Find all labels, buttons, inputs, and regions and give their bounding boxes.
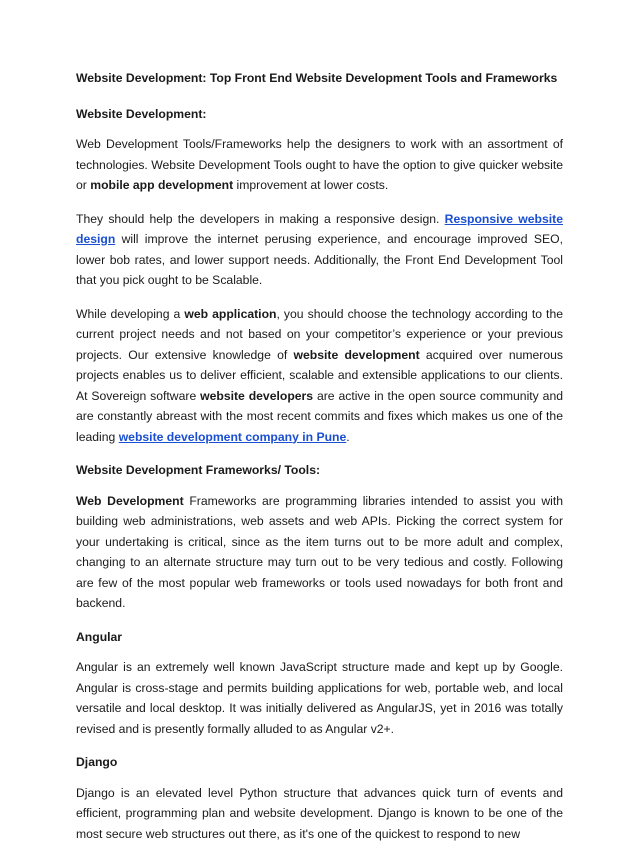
section-heading-angular: Angular <box>76 629 123 644</box>
paragraph-angular: Angular is an extremely well known JavaScript structure made and kept up by Google. Angular is cross-stage and permits building applications for web, portable web, and local versatile and local desktop. It was initially delivered as AngularJS, yet in 2016 was totally revised and is presently formally alluded to as Angular v2+. <box>76 660 563 736</box>
paragraph-text: Web Development Tools/Frameworks help the designers to work with an assortment of technologies. Website Development Tools ought to have the option to give quicker website or <box>76 137 563 192</box>
paragraph-frameworks <box>76 491 563 614</box>
bold-term-website-development: website development <box>293 347 420 362</box>
paragraph-text: will improve the internet perusing experience, and encourage improved SEO, lower bob rates, and lower support needs. Additionally, the Front End Development Tool that you pick ought to be Scalable. <box>76 232 563 287</box>
paragraph-text: improvement at lower costs. <box>233 178 389 192</box>
paragraph-web-application <box>76 304 563 448</box>
section-heading-django: Django <box>76 755 118 769</box>
bold-term-website-developers: website developers <box>200 388 314 403</box>
paragraph-text: , you should choose the technology according to the current project needs and not based on your competitor’s experience or your previous projects. Our extensive knowledge of <box>76 306 563 362</box>
document-title: Website Development: Top Front End Website Development Tools and Frameworks <box>76 71 558 85</box>
bold-term-web-development: Web Development <box>76 493 184 508</box>
paragraph-django: Django is an elevated level Python structure that advances quick turn of events and efficient, programming plan and website development. Django is known to be one of the most secure web structures out there, as it's one of the quickest to respond to new <box>76 785 563 841</box>
bold-term-mobile-app-development: mobile app development <box>90 178 234 192</box>
document-page <box>76 68 563 857</box>
bold-term-web-application: web application <box>184 306 277 321</box>
paragraph-responsive-design <box>76 209 563 291</box>
paragraph-text: acquired over numerous projects enables us to deliver efficient, scalable and extensible applications to our clients. At Sovereign software <box>76 347 564 403</box>
responsive-website-design-link[interactable]: Responsive website design <box>76 211 563 246</box>
section-heading-website-development: Website Development: <box>76 106 207 121</box>
paragraph-text: They should help the developers in making a responsive design. <box>76 211 445 226</box>
website-development-company-link[interactable]: website development company in Pune <box>118 429 347 444</box>
paragraph-intro <box>76 134 563 196</box>
paragraph-text: . <box>346 429 350 444</box>
paragraph-text: Frameworks are programming libraries intended to assist you with building web administrations, web assets and web APIs. Picking the correct system for your undertaking is critical, since as the item turns out to be more adult and complex, changing to an alternate structure may turn out to be very tedious and costly. Following are few of the most popular web frameworks or tools used nowadays for both front and backend. <box>76 493 564 610</box>
paragraph-text: While developing a <box>76 306 185 321</box>
section-heading-frameworks-tools: Website Development Frameworks/ Tools: <box>76 463 321 477</box>
paragraph-text: are active in the open source community and are constantly abreast with the most recent commits and fixes which makes us one of the leading <box>76 388 563 444</box>
